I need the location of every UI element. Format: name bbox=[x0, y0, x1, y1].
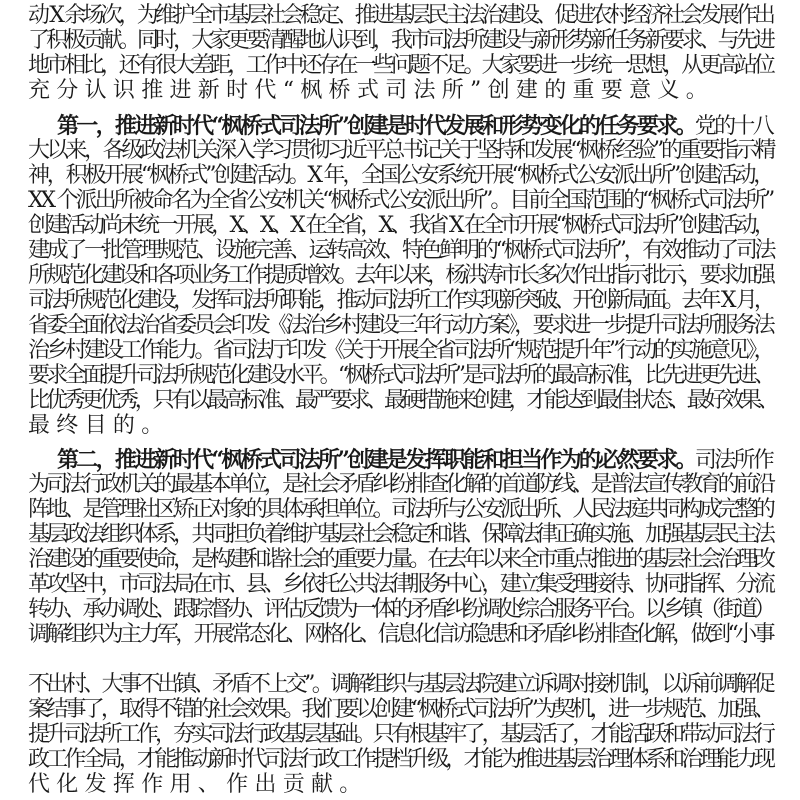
text-line: 要求全面提升司法所规范化建设水平。“枫桥式司法所”是司法所的最高标准，比先进更先进、 bbox=[28, 363, 772, 388]
text-line: 所规范化建设和各项业务工作提质增效。去年以来，杨洪涛市长多次作出指示批示，要求加强 bbox=[28, 263, 772, 288]
text-line: 不出村、大事不出镇、矛盾不上交”。调解组织与基层法院建立诉调对接机制，以诉前调解促 bbox=[28, 672, 772, 697]
text-span: 党的十八 bbox=[694, 114, 773, 139]
text-line: XX 个派出所被命名为全省公安机关“枫桥式公安派出所”。目前全国范围的“枫桥式司法所” bbox=[28, 188, 772, 213]
section-1-first-line bbox=[57, 114, 772, 138]
text-span: 司法所作 bbox=[694, 448, 773, 473]
text-line: 案结事了，取得不错的社会效果。我们要以创建“枫桥式司法所”为契机，进一步规范、加强、 bbox=[28, 697, 772, 722]
text-line: 代化发挥作用、作出贡献。 bbox=[28, 772, 368, 797]
text-line: 神，积极开展“枫桥式”创建活动。X 年，全国公安系统开展“枫桥式公安派出所”创建活动， bbox=[28, 163, 772, 188]
section-1-heading: 第一，推进新时代“枫桥式司法所”创建是时代发展和形势变化的任务要求。 bbox=[57, 113, 695, 139]
text-line: 基层政法组织体系，共同担负着维护基层社会稳定和谐、保障法律正确实施、加强基层民主法 bbox=[28, 522, 772, 547]
text-line: 比优秀更优秀，只有以最高标准、最严要求、最硬措施来创建，才能达到最佳状态、最好效果、 bbox=[28, 388, 776, 413]
text-line: 大以来，各级政法机关深入学习贯彻习近平总书记关于坚持和发展“枫桥经验”的重要指示精 bbox=[28, 138, 774, 163]
text-line: 转办、承办调处、跟踪督办、评估反馈为一体的矛盾纠纷调处综合服务平台。以乡镇（街道） bbox=[28, 597, 772, 622]
text-line: 治建设的重要使命，是构建和谐社会的重要力量。在去年以来全市重点推进的基层社会治理改 bbox=[28, 547, 772, 572]
text-line: 调解组织为主力军，开展常态化、网格化、信息化信访隐患和矛盾纠纷排查化解，做到“小事 bbox=[28, 622, 772, 647]
text-line: 阵地、是管理社区矫正对象的具体承担单位。司法所与公安派出所、人民法庭共同构成完整的 bbox=[28, 497, 772, 522]
text-line: 省委全面依法治省委员会印发《法治乡村建设三年行动方案》，要求进一步提升司法所服务法 bbox=[28, 313, 772, 338]
text-line: 司法所规范化建设，发挥司法所职能，推动司法所工作实现新突破、开创新局面。去年 X 月， bbox=[28, 288, 772, 313]
text-line: 建成了一批管理规范、设施完善、运转高效、特色鲜明的“枫桥式司法所”，有效推动了司法 bbox=[28, 238, 774, 263]
text-line: 充分认识推进新时代“枫桥式司法所”创建的重要意义。 bbox=[28, 78, 714, 103]
text-line: 动 X 余场次，为维护全市基层社会稳定、推进基层民主法治建设、促进农村经济社会发展作出 bbox=[28, 3, 772, 28]
text-line: 了积极贡献。同时，大家更要清醒地认识到，我市司法所建设与新形势新任务新要求、与先进 bbox=[28, 28, 772, 53]
text-line: 为司法行政机关的最基本单位，是社会矛盾纠纷排查化解的首道防线、是普法宣传教育的前沿 bbox=[28, 472, 772, 497]
text-line: 地市相比，还有很大差距，工作中还存在一些问题不足。大家要进一步统一思想，从更高站位 bbox=[28, 53, 772, 78]
section-2-heading: 第二，推进新时代“枫桥式司法所”创建是发挥职能和担当作为的必然要求。 bbox=[57, 447, 695, 473]
section-2-first-line bbox=[57, 448, 772, 472]
text-line: 治乡村建设工作能力。省司法厅印发《关于开展全省司法所“规范提升年”行动的实施意见》， bbox=[28, 338, 772, 363]
text-line: 最终目的。 bbox=[28, 413, 170, 438]
text-line: 政工作全局，才能推动新时代司法行政工作提档升级，才能为推进基层治理体系和治理能力现 bbox=[28, 747, 772, 772]
text-line: 提升司法所工作，夯实司法行政基层基础。只有根基牢了，基层活了，才能活跃和带动司法行 bbox=[28, 722, 772, 747]
text-line: 革攻坚中，市司法局在市、县、乡依托公共法律服务中心，建立集受理接待、协同指挥、分流 bbox=[28, 572, 772, 597]
text-line: 创建活动尚未统一开展，X、X、X 在全省，X、我省 X 在全市开展“枫桥式司法所”创建活动， bbox=[28, 213, 772, 238]
